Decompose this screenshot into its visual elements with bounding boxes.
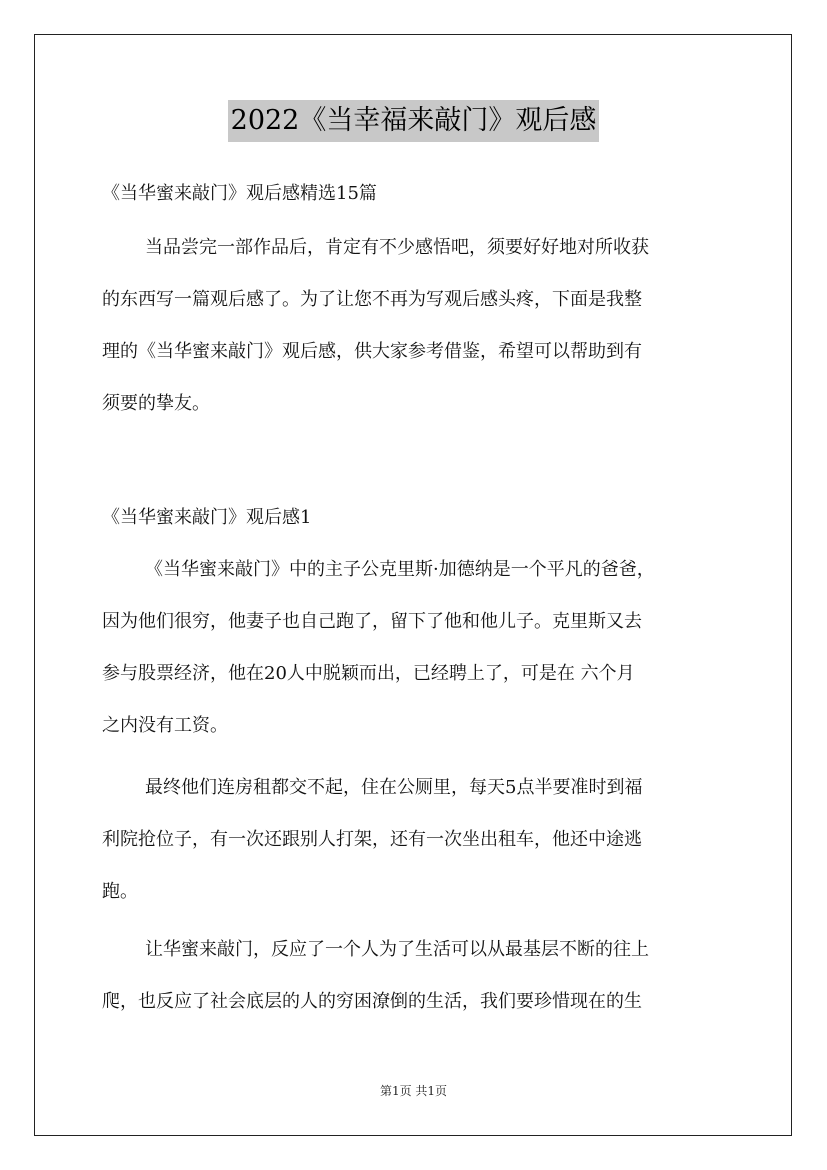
intro-line: 的东西写一篇观后感了。为了让您不再为写观后感头疼，下面是我整 — [102, 289, 642, 310]
paragraph-line: 《当华蜜来敲门》中的主子公克里斯·加德纳是一个平凡的爸爸， — [145, 559, 655, 580]
title-container — [0, 100, 827, 142]
section-heading — [102, 492, 732, 544]
paragraph-line: 因为他们很穷，他妻子也自己跑了，留下了他和他儿子。克里斯又去 — [102, 611, 642, 632]
document-subtitle — [102, 168, 732, 220]
document-title: 2022《当幸福来敲门》观后感 — [228, 100, 600, 142]
intro-line: 当品尝完一部作品后，肯定有不少感悟吧，须要好好地对所收获 — [145, 237, 649, 258]
intro-line: 理的《当华蜜来敲门》观后感，供大家参考借鉴，希望可以帮助到有 — [102, 341, 642, 362]
paragraph-line: 参与股票经济，他在20人中脱颖而出，已经聘上了，可是在 六个月 — [102, 663, 635, 684]
intro-paragraph — [102, 222, 732, 430]
paragraph-line: 让华蜜来敲门，反应了一个人为了生活可以从最基层不断的往上 — [145, 939, 649, 960]
paragraph-line: 跑。 — [102, 881, 138, 902]
subtitle-line: 《当华蜜来敲门》观后感精选15篇 — [102, 183, 377, 204]
paragraph-line: 之内没有工资。 — [102, 715, 228, 736]
paragraph-line: 爬，也反应了社会底层的人的穷困潦倒的生活，我们要珍惜现在的生 — [102, 991, 642, 1012]
paragraph-1 — [102, 544, 732, 752]
paragraph-2 — [102, 762, 732, 918]
paragraph-3 — [102, 924, 732, 1028]
intro-line: 须要的挚友。 — [102, 393, 210, 414]
page-footer: 第1页 共1页 — [379, 1084, 448, 1098]
paragraph-line: 最终他们连房租都交不起，住在公厕里，每天5点半要准时到福 — [145, 777, 643, 798]
paragraph-line: 利院抢位子，有一次还跟别人打架，还有一次坐出租车，他还中途逃 — [102, 829, 642, 850]
section-heading-line: 《当华蜜来敲门》观后感1 — [102, 507, 312, 528]
